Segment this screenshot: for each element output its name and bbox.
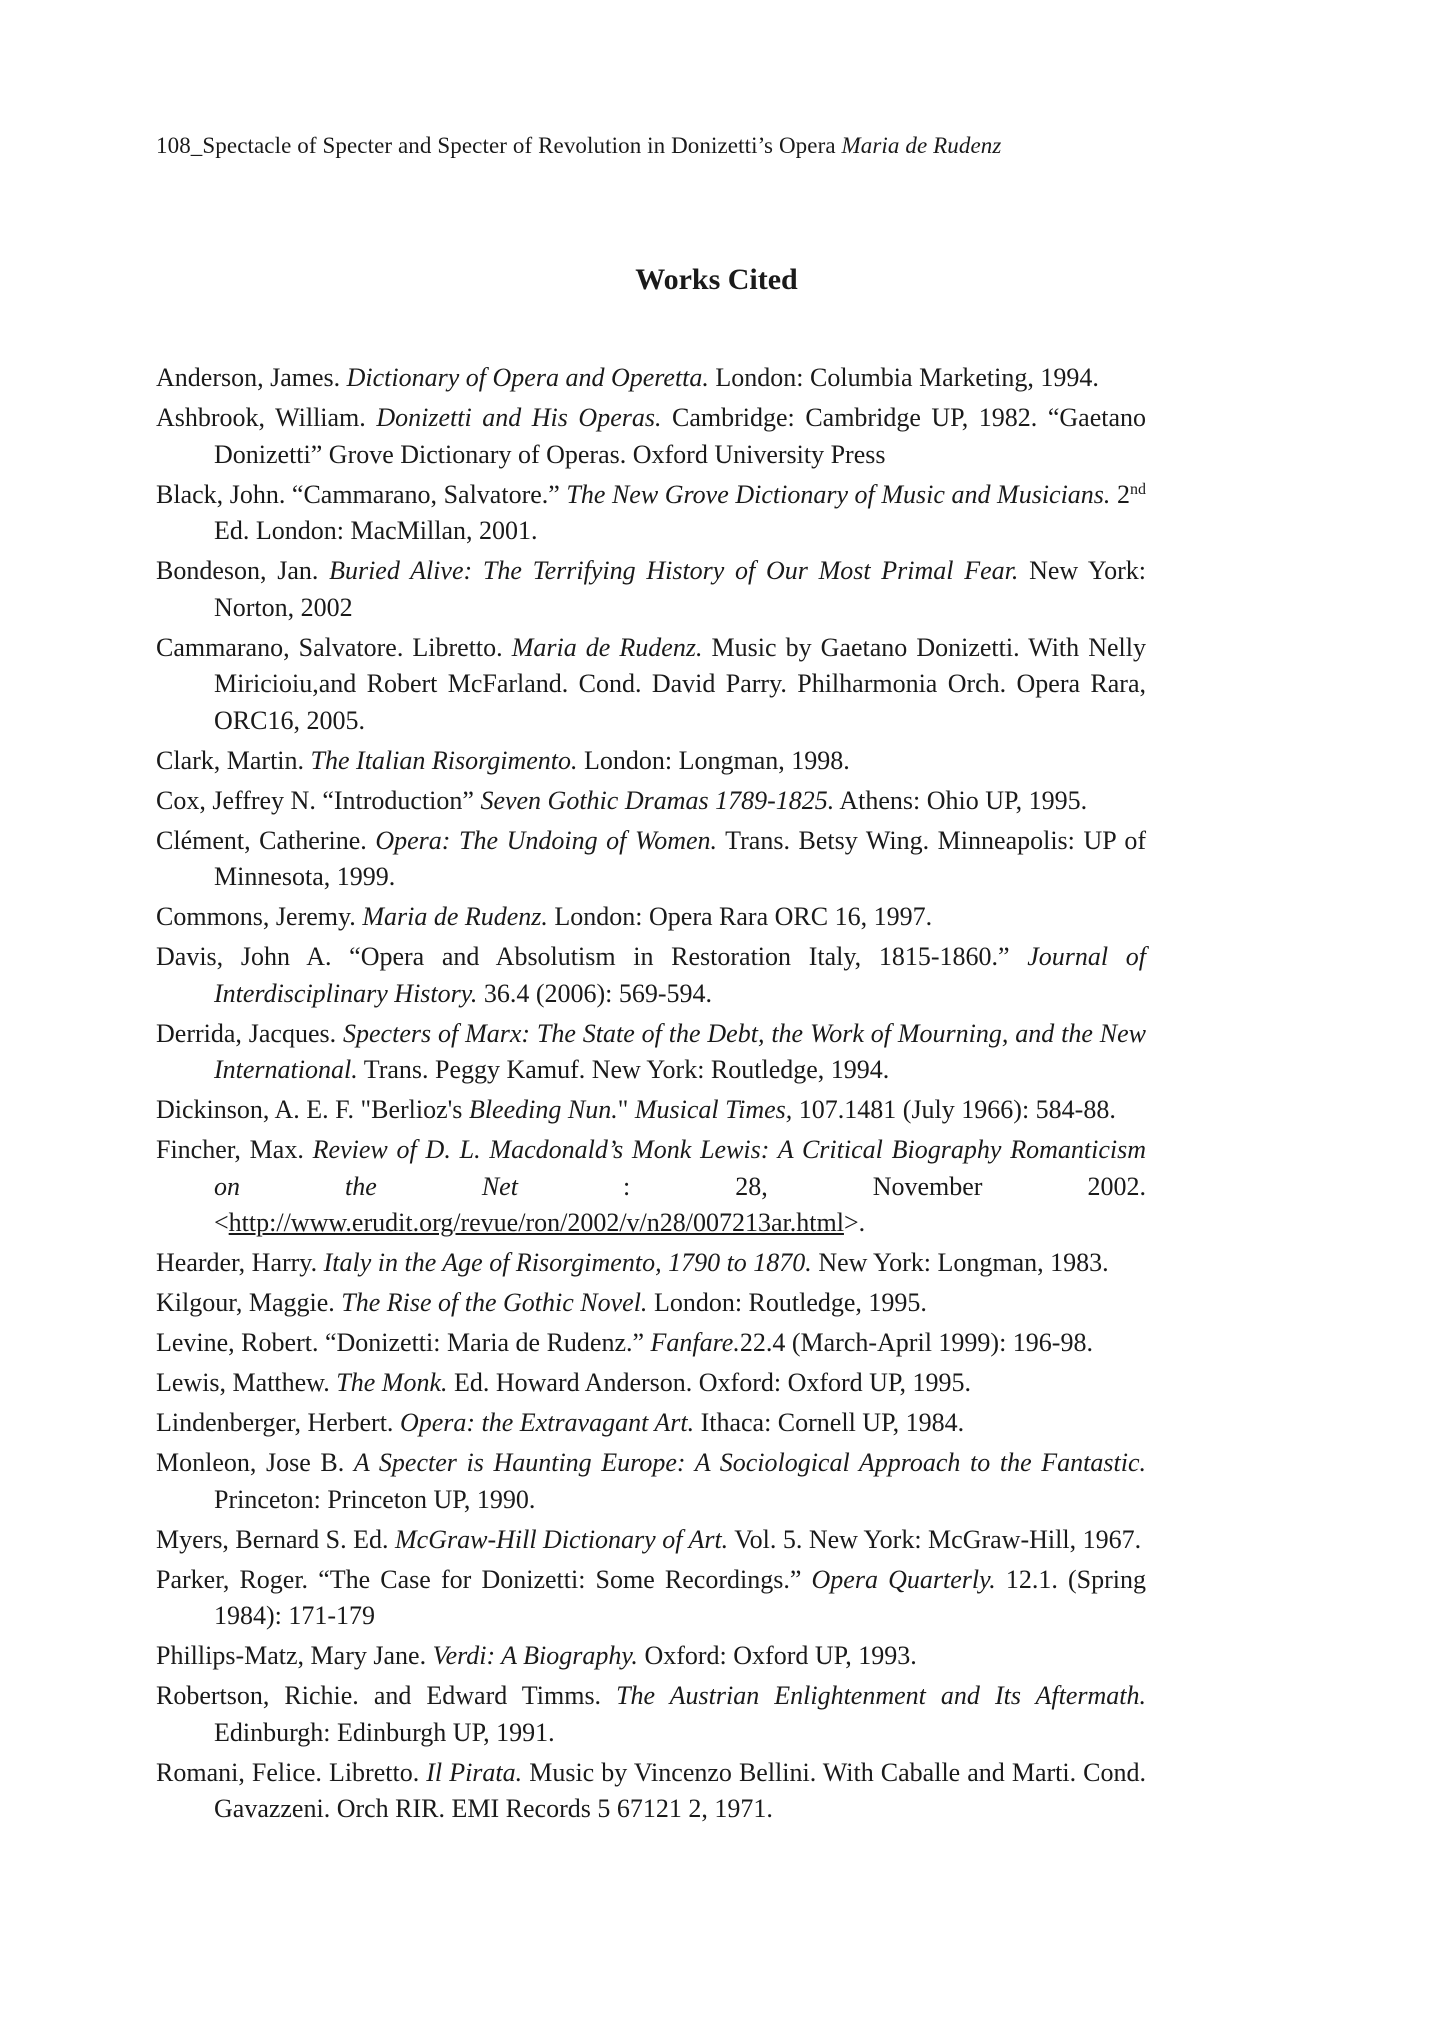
reference-entry [156, 1325, 1146, 1362]
reference-text: Ashbrook, William. [156, 403, 377, 432]
reference-title: Buried Alive: The Terrifying History of Our Most Primal Fear. [329, 556, 1019, 585]
reference-title: The Austrian Enlightenment and Its Aftermath. [616, 1681, 1146, 1710]
works-cited-list [156, 360, 1146, 1831]
reference-url[interactable]: http://www.erudit.org/revue/ron/2002/v/n28/007213ar.html [228, 1208, 844, 1237]
reference-text: Ithaca: Cornell UP, 1984. [694, 1408, 965, 1437]
reference-text: Bondeson, Jan. [156, 556, 330, 585]
reference-entry [156, 939, 1146, 1012]
reference-text: Princeton: Princeton UP, 1990. [214, 1484, 536, 1514]
reference-text: Robertson, Richie. and Edward Timms. [156, 1681, 617, 1710]
reference-text: Romani, Felice. Libretto. [156, 1757, 427, 1787]
reference-text: New York: Norton, 2002 [214, 556, 1146, 622]
reference-entry [156, 630, 1146, 740]
reference-text: Trans. Peggy Kamuf. New York: Routledge, 1994. [357, 1055, 890, 1084]
reference-text: London: Longman, 1998. [577, 745, 850, 775]
reference-text: Dickinson, A. E. F. "Berlioz's [156, 1095, 469, 1124]
reference-text: 22.4 (March-April 1999): 196-98. [739, 1328, 1093, 1357]
reference-text: 12.1. (Spring 1984): 171-179 [214, 1564, 1146, 1630]
reference-entry [156, 1245, 1146, 1282]
reference-entry [156, 743, 1146, 780]
reference-entry [156, 1132, 1146, 1242]
reference-text: Cambridge: Cambridge UP, 1982. “Gaetano Donizetti” Grove Dictionary of Operas. Oxford University Press [214, 403, 1147, 469]
reference-entry [156, 823, 1146, 896]
reference-entry [156, 553, 1146, 626]
reference-text: Hearder, Harry. [156, 1248, 324, 1277]
reference-text: Black, John. “Cammarano, Salvatore.” [156, 479, 567, 509]
reference-text: " [617, 1095, 635, 1124]
reference-text: Kilgour, Maggie. [156, 1288, 342, 1317]
reference-text: Phillips-Matz, Mary Jane. [156, 1641, 433, 1670]
running-header [156, 133, 1001, 159]
reference-text: : 28, November 2002. < [214, 1171, 1146, 1237]
reference-text: Clark, Martin. [156, 745, 311, 775]
reference-entry [156, 1522, 1146, 1559]
reference-title: The Italian Risorgimento. [310, 745, 578, 775]
reference-text: Commons, Jeremy. [156, 902, 363, 931]
reference-title: Fanfare. [650, 1328, 740, 1357]
reference-text: Monleon, Jose B. [156, 1448, 354, 1477]
reference-text: Anderson, James. [156, 363, 347, 392]
reference-text: Trans. Betsy Wing. Minneapolis: UP of Minnesota, 1999. [214, 825, 1146, 891]
reference-entry [156, 1678, 1146, 1751]
reference-entry [156, 783, 1146, 820]
reference-title: Donizetti and His Operas. [376, 403, 662, 432]
reference-text: nd [1130, 480, 1146, 498]
reference-title: Opera: The Undoing of Women. [375, 825, 718, 855]
running-header-italic: Maria de Rudenz [841, 133, 1002, 158]
reference-text: Edinburgh: Edinburgh UP, 1991. [214, 1717, 555, 1747]
reference-entry [156, 477, 1146, 550]
reference-title: Verdi: A Biography. [432, 1641, 638, 1670]
reference-text: Lindenberger, Herbert. [156, 1408, 400, 1437]
reference-title: Maria de Rudenz. [511, 632, 703, 662]
reference-title: Opera Quarterly. [811, 1564, 996, 1594]
reference-text: Clément, Catherine. [156, 825, 376, 855]
reference-text: Fincher, Max. [156, 1135, 313, 1164]
reference-text: Oxford: Oxford UP, 1993. [637, 1641, 917, 1670]
reference-text: New York: Longman, 1983. [811, 1248, 1109, 1277]
reference-text: Ed. London: MacMillan, 2001. [214, 516, 538, 545]
reference-title: Bleeding Nun. [468, 1095, 618, 1124]
reference-entry [156, 360, 1146, 397]
reference-text: London: Columbia Marketing, 1994. [708, 363, 1099, 392]
reference-text: 36.4 (2006): 569-594. [477, 978, 713, 1008]
reference-title: The Monk. [336, 1368, 448, 1397]
reference-text: Cox, Jeffrey N. “Introduction” [156, 785, 481, 815]
reference-text: 2 [1110, 479, 1130, 509]
reference-text: Davis, John A. “Opera and Absolutism in Restoration Italy, 1815-1860.” [156, 942, 1028, 971]
reference-title: Journal of Interdisciplinary History. [214, 942, 1147, 1008]
reference-text: Derrida, Jacques. [156, 1018, 344, 1048]
reference-title: Opera: the Extravagant Art. [399, 1408, 695, 1437]
reference-title: Maria de Rudenz. [362, 902, 548, 931]
reference-text: Myers, Bernard S. Ed. [156, 1524, 396, 1554]
reference-text: >. [843, 1208, 866, 1237]
reference-text: Cammarano, Salvatore. Libretto. [156, 632, 512, 662]
reference-text: Vol. 5. New York: McGraw-Hill, 1967. [728, 1524, 1142, 1554]
reference-title: Il Pirata. [426, 1757, 523, 1787]
reference-title: Dictionary of Opera and Operetta. [346, 363, 709, 392]
reference-title: Musical Times, [634, 1095, 793, 1124]
reference-title: Seven Gothic Dramas 1789-1825. [480, 785, 835, 815]
reference-text: Levine, Robert. “Donizetti: Maria de Rudenz.” [156, 1328, 651, 1357]
reference-entry [156, 1755, 1146, 1828]
reference-text: Music by Gaetano Donizetti. With Nelly Miricioiu,and Robert McFarland. Cond. David Parry. Philharmonia Orch. Opera Rara, ORC16, 2005. [214, 632, 1146, 735]
reference-title: Review of D. L. Macdonald’s Monk Lewis: A Critical Biography Romanticism on the Net [214, 1135, 1146, 1201]
reference-text: London: Opera Rara ORC 16, 1997. [547, 902, 933, 931]
reference-entry [156, 899, 1146, 936]
reference-title: The New Grove Dictionary of Music and Musicians. [566, 479, 1111, 509]
reference-text: Parker, Roger. “The Case for Donizetti: Some Recordings.” [156, 1564, 812, 1594]
reference-entry [156, 1638, 1146, 1675]
reference-title: McGraw-Hill Dictionary of Art. [395, 1524, 729, 1554]
reference-entry [156, 1365, 1146, 1402]
reference-entry [156, 1016, 1146, 1089]
reference-entry [156, 1562, 1146, 1635]
reference-text: Athens: Ohio UP, 1995. [834, 785, 1088, 815]
reference-entry [156, 400, 1146, 473]
reference-title: The Rise of the Gothic Novel. [341, 1288, 648, 1317]
reference-entry [156, 1445, 1146, 1518]
reference-text: London: Routledge, 1995. [647, 1288, 927, 1317]
section-title: Works Cited [635, 263, 798, 296]
reference-entry [156, 1092, 1146, 1129]
reference-text: 107.1481 (July 1966): 584-88. [792, 1095, 1116, 1124]
reference-entry [156, 1405, 1146, 1442]
reference-text: Music by Vincenzo Bellini. With Caballe and Marti. Cond. Gavazzeni. Orch RIR. EMI Records 5 67121 2, 1971. [214, 1757, 1146, 1823]
reference-text: Lewis, Matthew. [156, 1368, 337, 1397]
reference-text: Ed. Howard Anderson. Oxford: Oxford UP, 1995. [447, 1368, 972, 1397]
reference-title: Specters of Marx: The State of the Debt, the Work of Mourning, and the New International. [214, 1018, 1146, 1084]
reference-title: Italy in the Age of Risorgimento, 1790 to 1870. [323, 1248, 812, 1277]
running-header-text: 108_Spectacle of Specter and Specter of Revolution in Donizetti’s Opera [156, 133, 842, 158]
reference-entry [156, 1285, 1146, 1322]
reference-title: A Specter is Haunting Europe: A Sociological Approach to the Fantastic. [353, 1448, 1146, 1477]
